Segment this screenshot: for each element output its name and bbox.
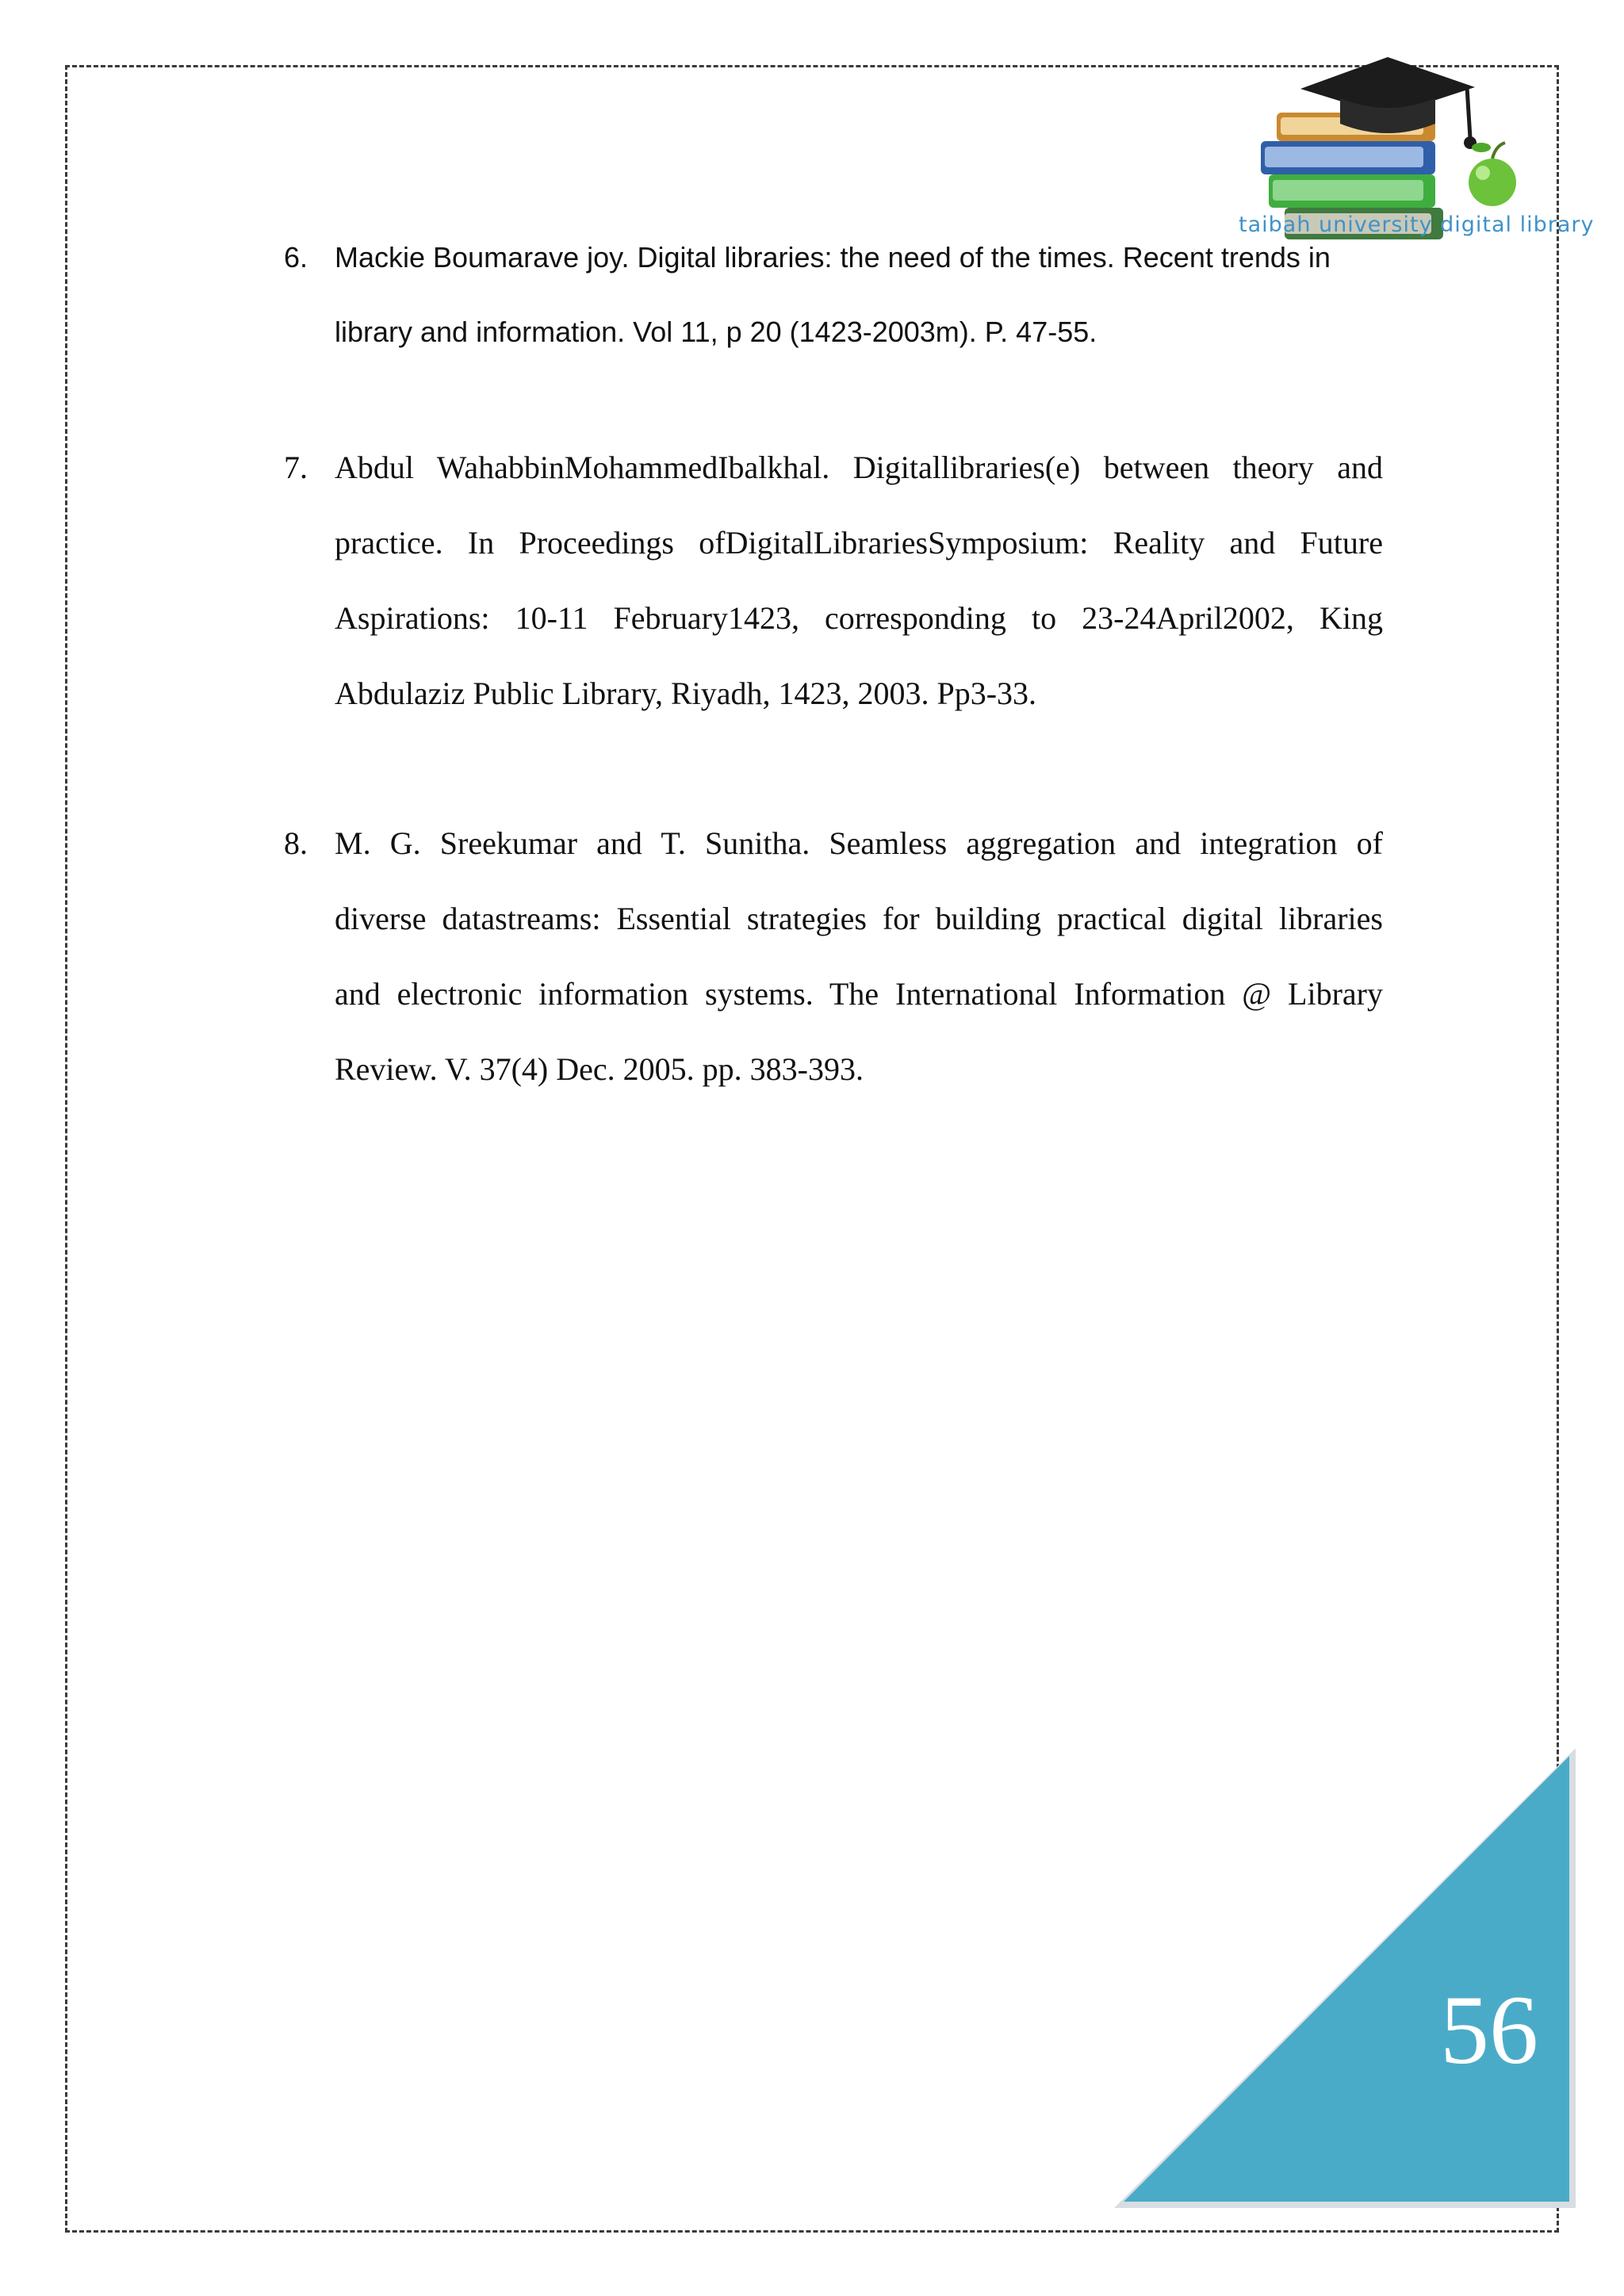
reference-line: Mackie Boumarave joy. Digital libraries: the need of the times. Recent trends in bbox=[335, 241, 1331, 274]
reference-line: Aspirations: 10-11 February1423, corresponding to 23-24April2002, King bbox=[335, 600, 1383, 636]
reference-line: Review. V. 37(4) Dec. 2005. pp. 383-393. bbox=[335, 1051, 864, 1087]
reference-number: 8. bbox=[284, 825, 308, 861]
reference-line: Abdulaziz Public Library, Riyadh, 1423, 2003. Pp3-33. bbox=[335, 675, 1037, 711]
reference-number: 6. bbox=[284, 241, 308, 274]
page-number: 56 bbox=[1440, 1976, 1538, 2084]
reference-line: M. G. Sreekumar and T. Sunitha. Seamless aggregation and integration of bbox=[335, 825, 1383, 861]
reference-line: library and information. Vol 11, p 20 (1423-2003m). P. 47-55. bbox=[335, 316, 1097, 348]
reference-line: and electronic information systems. The International Information @ Library bbox=[335, 976, 1383, 1012]
logo-caption: taibah university digital library bbox=[1239, 212, 1595, 237]
reference-line: Abdul WahabbinMohammedIbalkhal. Digitallibraries(e) between theory and bbox=[335, 450, 1383, 485]
reference-line: practice. In Proceedings ofDigitalLibrariesSymposium: Reality and Future bbox=[335, 525, 1383, 561]
reference-line: diverse datastreams: Essential strategies for building practical digital libraries bbox=[335, 901, 1383, 936]
reference-number: 7. bbox=[284, 450, 308, 485]
